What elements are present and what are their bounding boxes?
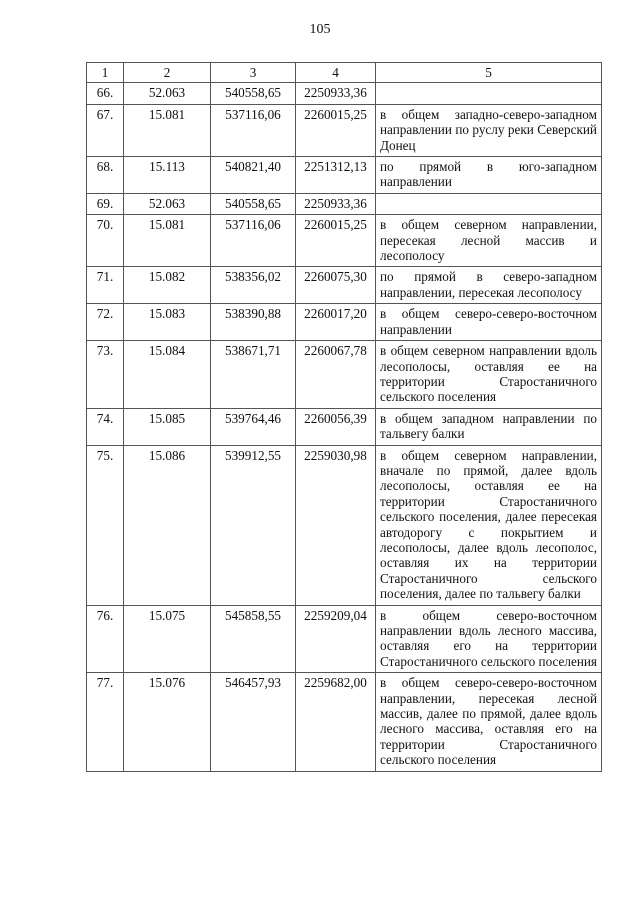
table-row <box>87 408 602 445</box>
table-row <box>87 267 602 304</box>
coordinate-y: 2250933,36 <box>296 193 376 214</box>
column-header: 5 <box>376 63 602 83</box>
coordinate-x: 546457,93 <box>211 673 296 771</box>
coordinate-x: 538390,88 <box>211 304 296 341</box>
boundary-description: в общем северо-северо-восточном направлении <box>376 304 602 341</box>
point-id: 15.076 <box>124 673 211 771</box>
coordinate-x: 537116,06 <box>211 104 296 156</box>
boundary-description: в общем западно-северо-западном направлении по руслу реки Северский Донец <box>376 104 602 156</box>
table-row <box>87 445 602 605</box>
row-number: 70. <box>87 215 124 267</box>
point-id: 52.063 <box>124 193 211 214</box>
boundary-description: в общем северном направлении вдоль лесополосы, оставляя ее на территории Старостаничного сельского поселения <box>376 341 602 409</box>
row-number: 69. <box>87 193 124 214</box>
point-id: 52.063 <box>124 83 211 104</box>
boundary-description <box>376 193 602 214</box>
boundary-description: в общем северном направлении, пересекая лесной массив и лесополосу <box>376 215 602 267</box>
point-id: 15.085 <box>124 408 211 445</box>
row-number: 66. <box>87 83 124 104</box>
coordinate-y: 2259030,98 <box>296 445 376 605</box>
column-header: 3 <box>211 63 296 83</box>
table-row <box>87 157 602 194</box>
coordinate-y: 2259682,00 <box>296 673 376 771</box>
table-header-row <box>87 63 602 83</box>
point-id: 15.086 <box>124 445 211 605</box>
boundary-description: по прямой в северо-западном направлении, пересекая лесополосу <box>376 267 602 304</box>
column-header: 2 <box>124 63 211 83</box>
table-row <box>87 193 602 214</box>
table-row <box>87 341 602 409</box>
row-number: 72. <box>87 304 124 341</box>
row-number: 74. <box>87 408 124 445</box>
coordinate-y: 2250933,36 <box>296 83 376 104</box>
row-number: 71. <box>87 267 124 304</box>
coordinate-y: 2260056,39 <box>296 408 376 445</box>
coordinate-x: 537116,06 <box>211 215 296 267</box>
boundary-description: в общем северо-восточном направлении вдоль лесного массива, оставляя его на территории Старостаничного сельского поселения <box>376 605 602 673</box>
table-row <box>87 673 602 771</box>
boundary-description: в общем северном направлении, вначале по прямой, далее вдоль лесополосы, оставляя ее на территории Старостаничного сельского поселения, далее пересекая автодорогу с покрытием и лесополосы, далее вдоль лесополос, оставляя их на территории Старостаничного сельского поселения, далее по тальвегу балки <box>376 445 602 605</box>
column-header: 4 <box>296 63 376 83</box>
column-header: 1 <box>87 63 124 83</box>
row-number: 67. <box>87 104 124 156</box>
point-id: 15.084 <box>124 341 211 409</box>
coordinate-y: 2260017,20 <box>296 304 376 341</box>
coordinate-x: 539764,46 <box>211 408 296 445</box>
coordinate-y: 2260015,25 <box>296 215 376 267</box>
row-number: 75. <box>87 445 124 605</box>
coordinate-x: 538671,71 <box>211 341 296 409</box>
coordinate-y: 2260015,25 <box>296 104 376 156</box>
point-id: 15.075 <box>124 605 211 673</box>
point-id: 15.081 <box>124 104 211 156</box>
row-number: 77. <box>87 673 124 771</box>
coordinate-x: 540558,65 <box>211 83 296 104</box>
table-row <box>87 215 602 267</box>
coordinate-y: 2260067,78 <box>296 341 376 409</box>
row-number: 76. <box>87 605 124 673</box>
table-row <box>87 304 602 341</box>
point-id: 15.082 <box>124 267 211 304</box>
coordinate-x: 545858,55 <box>211 605 296 673</box>
point-id: 15.081 <box>124 215 211 267</box>
boundary-description <box>376 83 602 104</box>
boundary-points-table <box>86 62 602 772</box>
point-id: 15.113 <box>124 157 211 194</box>
point-id: 15.083 <box>124 304 211 341</box>
coordinate-y: 2259209,04 <box>296 605 376 673</box>
boundary-description: в общем западном направлении по тальвегу балки <box>376 408 602 445</box>
coordinate-x: 539912,55 <box>211 445 296 605</box>
table-row <box>87 104 602 156</box>
row-number: 73. <box>87 341 124 409</box>
page-number: 105 <box>309 22 331 37</box>
boundary-description: в общем северо-северо-восточном направлении, пересекая лесной массив, далее по прямой, далее вдоль лесного массива, оставляя его на территории Старостаничного сельского поселения <box>376 673 602 771</box>
coordinate-x: 538356,02 <box>211 267 296 304</box>
coordinate-y: 2260075,30 <box>296 267 376 304</box>
coordinate-x: 540821,40 <box>211 157 296 194</box>
table-row <box>87 83 602 104</box>
boundary-description: по прямой в юго-западном направлении <box>376 157 602 194</box>
coordinate-y: 2251312,13 <box>296 157 376 194</box>
coordinate-x: 540558,65 <box>211 193 296 214</box>
row-number: 68. <box>87 157 124 194</box>
table-row <box>87 605 602 673</box>
